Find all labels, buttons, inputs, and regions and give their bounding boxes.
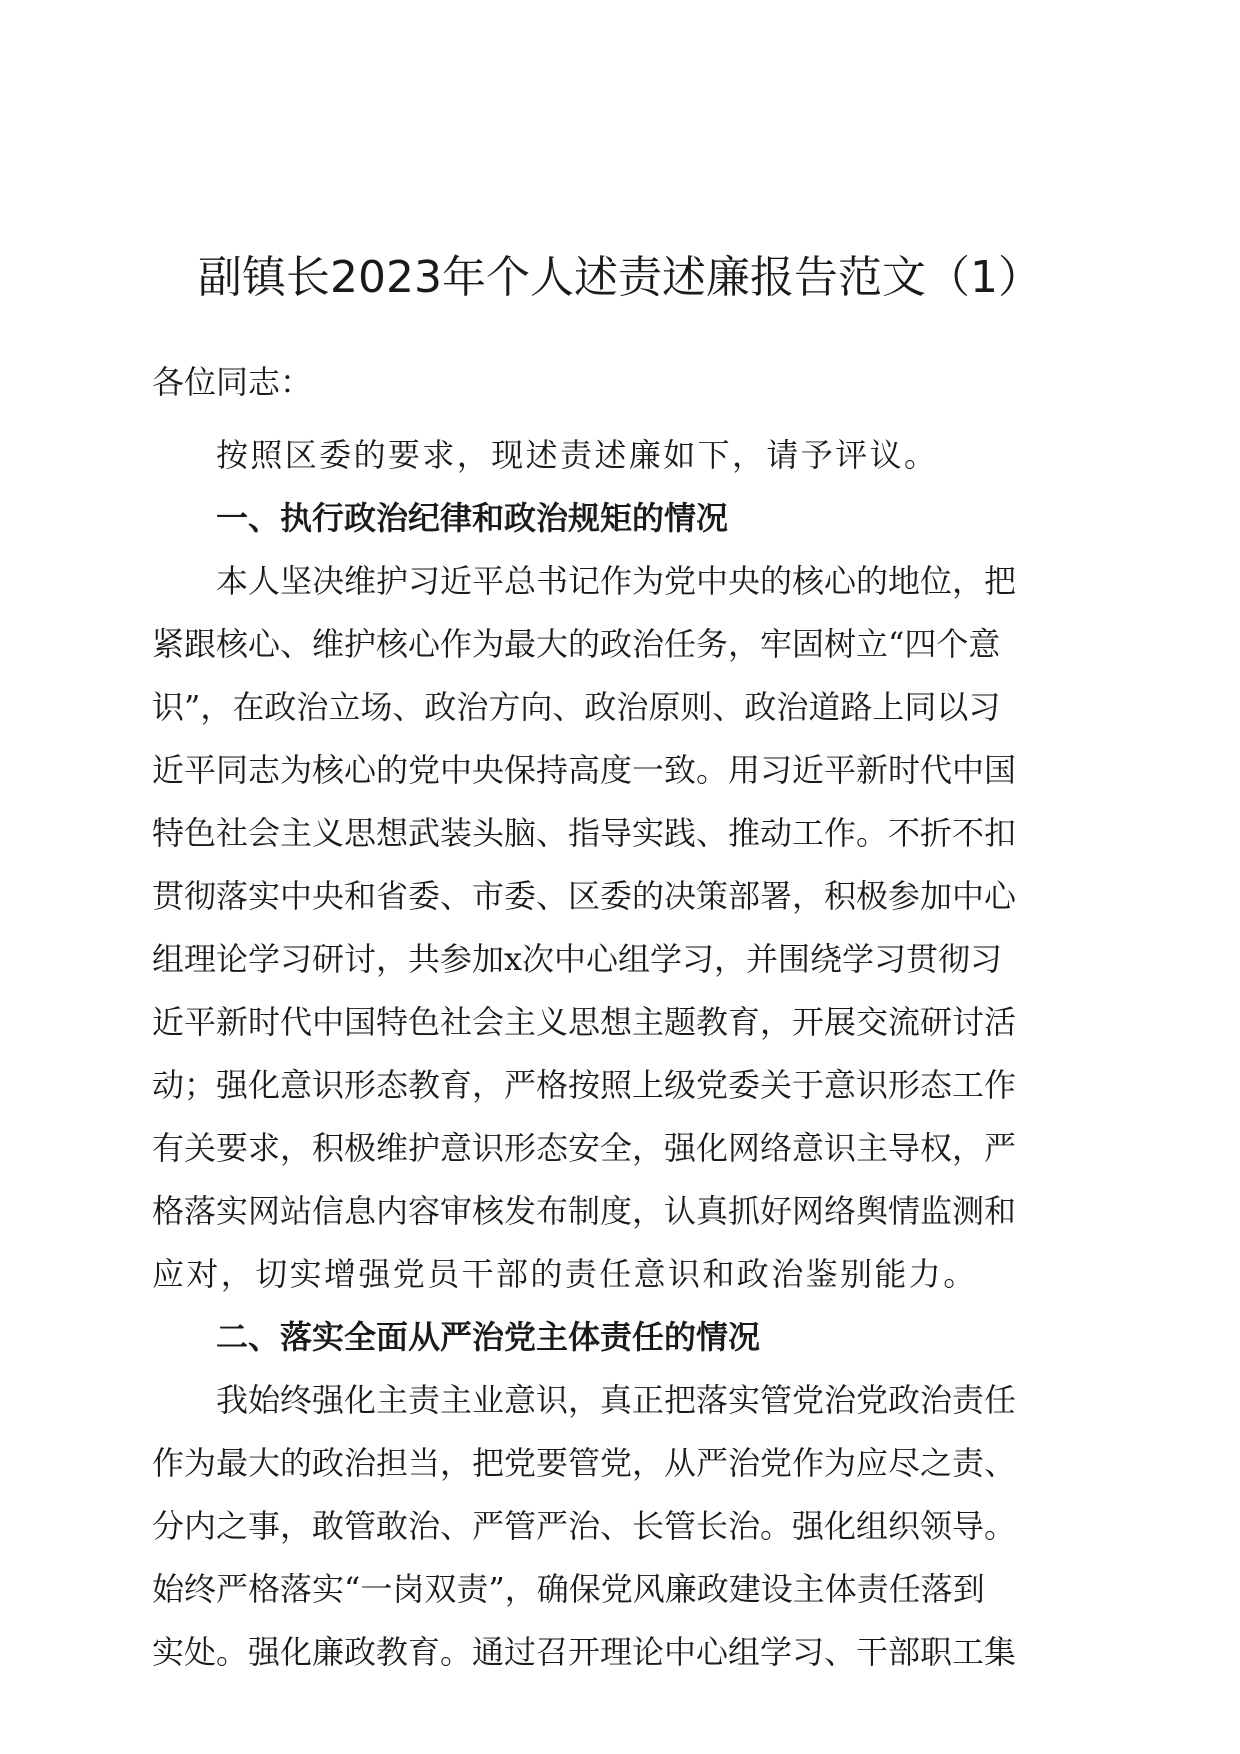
section-2-heading: 二、落实全面从严治党主体责任的情况 bbox=[216, 1318, 761, 1356]
paragraph-line: 分内之事，敢管敢治、严管严治、长管长治。强化组织领导。 bbox=[152, 1507, 1017, 1545]
paragraph-line: 组理论学习研讨，共参加x次中心组学习，并围绕学习贯彻习 bbox=[152, 940, 1003, 978]
paragraph-line: 实处。强化廉政教育。通过召开理论中心组学习、干部职工集 bbox=[152, 1633, 1017, 1671]
salutation: 各位同志： bbox=[152, 363, 313, 401]
paragraph-line: 有关要求，积极维护意识形态安全，强化网络意识主导权，严 bbox=[152, 1129, 1017, 1167]
paragraph-line: 识”，在政治立场、政治方向、政治原则、政治道路上同以习 bbox=[152, 688, 1001, 726]
section-1-heading: 一、执行政治纪律和政治规矩的情况 bbox=[216, 499, 729, 537]
paragraph-line: 作为最大的政治担当，把党要管党，从严治党作为应尽之责、 bbox=[152, 1444, 1017, 1482]
paragraph-line: 格落实网站信息内容审核发布制度，认真抓好网络舆情监测和 bbox=[152, 1192, 1017, 1230]
paragraph-line: 特色社会主义思想武装头脑、指导实践、推动工作。不折不扣 bbox=[152, 814, 1017, 852]
paragraph-line: 近平新时代中国特色社会主义思想主题教育，开展交流研讨活 bbox=[152, 1003, 1017, 1041]
paragraph-line: 应对，切实增强党员干部的责任意识和政治鉴别能力。 bbox=[152, 1255, 978, 1293]
section-1-paragraph bbox=[152, 550, 1058, 1306]
paragraph-line: 近平同志为核心的党中央保持高度一致。用习近平新时代中国 bbox=[152, 751, 1017, 789]
paragraph-line: 紧跟核心、维护核心作为最大的政治任务，牢固树立“四个意 bbox=[152, 625, 1001, 663]
paragraph-line: 始终严格落实“一岗双责”，确保党风廉政建设主体责任落到 bbox=[152, 1570, 985, 1608]
intro-paragraph bbox=[152, 424, 1058, 487]
document-body bbox=[152, 424, 1058, 1684]
paragraph-line: 本人坚决维护习近平总书记作为党中央的核心的地位，把 bbox=[216, 562, 1017, 600]
intro-line: 按照区委的要求，现述责述廉如下，请予评议。 bbox=[216, 436, 939, 474]
paragraph-line: 贯彻落实中央和省委、市委、区委的决策部署，积极参加中心 bbox=[152, 877, 1017, 915]
document-title: 副镇长2023年个人述责述廉报告范文（1） bbox=[198, 252, 1042, 303]
paragraph-line: 我始终强化主责主业意识，真正把落实管党治党政治责任 bbox=[216, 1381, 1017, 1419]
paragraph-line: 动；强化意识形态教育，严格按照上级党委关于意识形态工作 bbox=[152, 1066, 1017, 1104]
section-2-paragraph bbox=[152, 1369, 1058, 1684]
